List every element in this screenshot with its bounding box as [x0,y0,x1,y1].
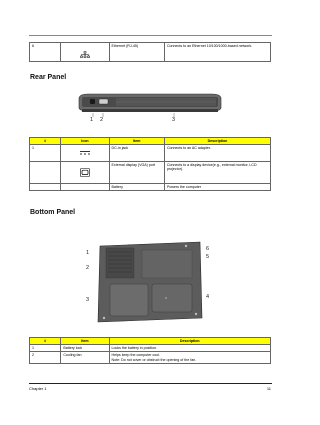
rear-callout-3: 3 [172,117,176,123]
column-header: # [30,138,61,145]
bottom-callout-2: 2 [86,265,90,271]
footer-rule [29,383,272,384]
item-name: Battery lock [61,345,109,352]
row-number [30,184,61,191]
item-description: Powers the computer [164,184,270,191]
table-row [30,145,271,162]
row-number: 1 [30,145,61,162]
rear-callout-1: 1 [90,117,94,123]
table-header-row [30,338,271,345]
rear-callout-2: 2 [100,117,104,123]
column-header: # [30,338,61,345]
table-row [30,43,271,62]
item-name: Battery [109,184,164,191]
icon-cell [61,184,109,191]
dc-in-icon [79,150,91,156]
icon-cell [61,145,109,162]
column-header: Icon [61,138,109,145]
table-row [30,345,271,352]
description-note: Note: Do not cover or obstruct the opening of the fan. [111,357,197,362]
icon-cell [61,43,109,62]
network-icon [80,51,90,59]
item-description: Connects to a display device(e.g., external monitor, LCD projector). [164,162,270,184]
column-header: Description [109,338,270,345]
bottom-panel-heading: Bottom Panel [30,209,76,216]
ethernet-table [29,42,271,62]
table-row [30,184,271,191]
bottom-callout-6: 6 [206,246,210,252]
table-row [30,352,271,363]
item-description: Connects to an Ethernet 10/100/1000-based network. [164,43,270,62]
row-number: 2 [30,352,61,363]
bottom-panel-table [29,337,271,364]
item-description [109,352,270,363]
column-header: Item [61,338,109,345]
vga-icon [80,168,90,177]
item-name: Ethernet (RJ-45) [109,43,164,62]
row-number: 6 [30,43,61,62]
page-number: 11 [266,386,271,391]
bottom-callout-3: 3 [86,297,90,303]
item-name: Cooling fan [61,352,109,363]
item-name: DC-in jack [109,145,164,162]
icon-cell [61,162,109,184]
bottom-callout-4: 4 [206,294,210,300]
column-header: Description [164,138,270,145]
rear-panel-image [76,89,224,119]
top-rule [29,35,272,36]
item-description: Locks the battery in position. [109,345,270,352]
description-text: Helps keep the computer cool. [111,353,161,358]
table-header-row [30,138,271,145]
rear-panel-table [29,137,271,191]
rear-panel-heading: Rear Panel [30,74,67,81]
row-number [30,162,61,184]
table-row [30,162,271,184]
column-header: Item [109,138,164,145]
row-number: 1 [30,345,61,352]
bottom-callout-1: 1 [86,250,90,256]
bottom-panel-image [96,240,204,324]
item-description: Connects to an AC adapter. [164,145,270,162]
bottom-callout-5: 5 [206,254,210,260]
footer-chapter: Chapter 1 [29,386,47,391]
item-name: External display (VGA) port [109,162,164,184]
